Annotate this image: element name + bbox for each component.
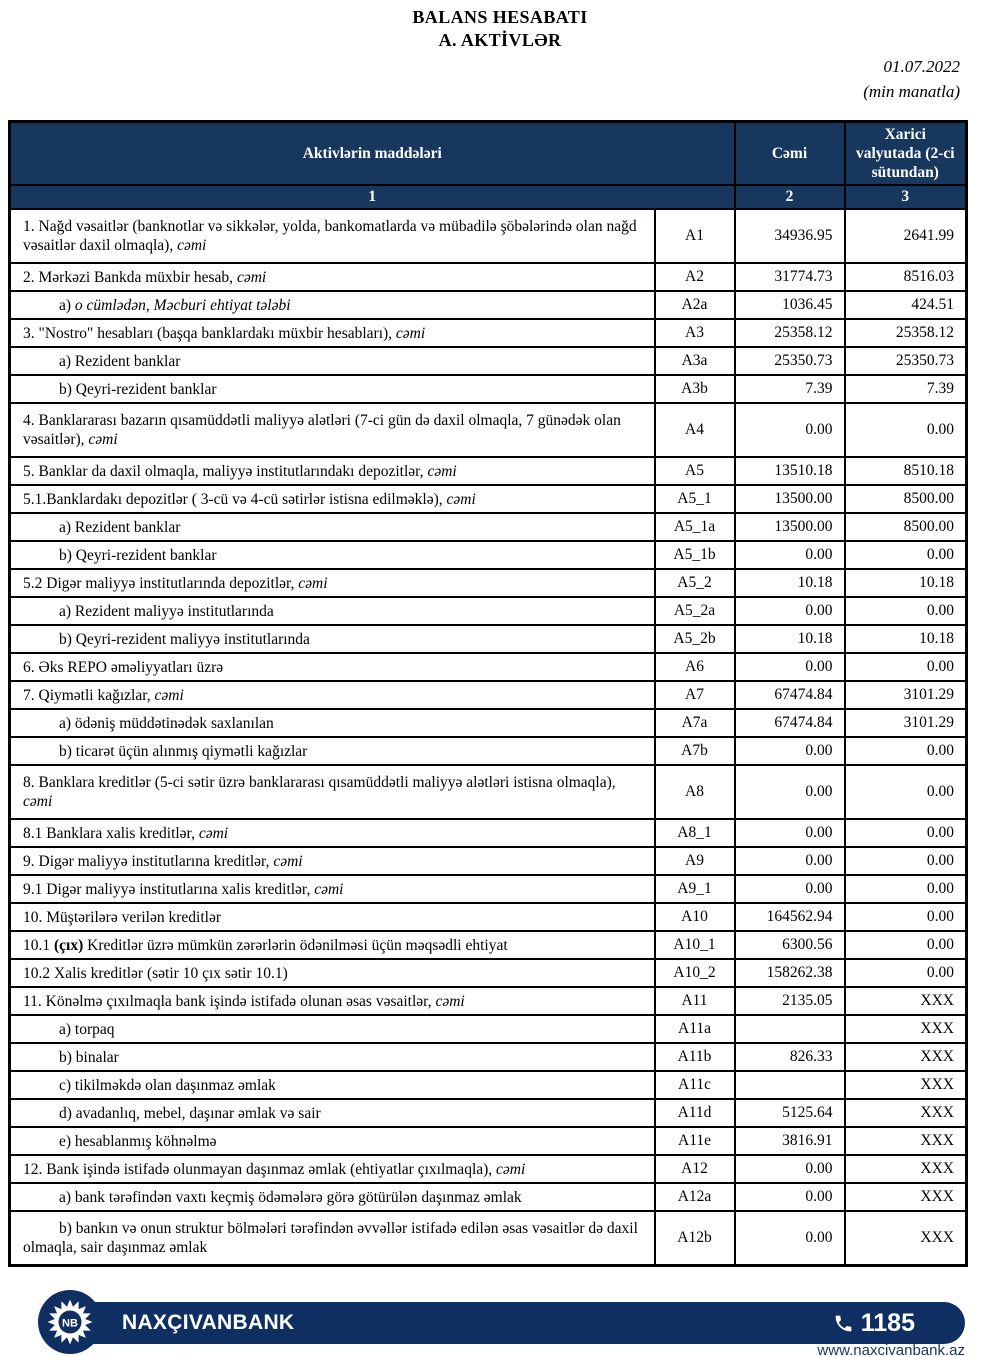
row-code: A2a	[655, 291, 735, 319]
row-foreign-currency-value: 0.00	[845, 847, 967, 875]
row-code: A7	[655, 681, 735, 709]
report-subtitle: A. AKTİVLƏR	[438, 30, 562, 50]
row-foreign-currency-value: 0.00	[845, 541, 967, 569]
row-foreign-currency-value: 10.18	[845, 569, 967, 597]
row-item-label: 8. Banklara kreditlər (5-ci sətir üzrə banklararası qısamüddətli maliyyə alətləri istisna olmaqla), cəmi	[10, 765, 655, 819]
row-total-value: 3816.91	[735, 1127, 845, 1155]
footer-bar	[58, 1302, 965, 1344]
row-code: A9	[655, 847, 735, 875]
row-total-value: 67474.84	[735, 681, 845, 709]
table-row	[10, 1211, 967, 1265]
row-item-label: b) Qeyri-rezident maliyyə institutlarında	[10, 625, 655, 653]
row-item-label: a) ödəniş müddətinədək saxlanılan	[10, 709, 655, 737]
row-code: A11e	[655, 1127, 735, 1155]
column-header-total: Cəmi	[735, 122, 845, 186]
row-code: A4	[655, 403, 735, 457]
row-code: A5_2	[655, 569, 735, 597]
row-item-label: 9.1 Digər maliyyə institutlarına xalis kreditlər, cəmi	[10, 875, 655, 903]
column-number-1: 1	[10, 185, 735, 209]
row-item-label: b) ticarət üçün alınmış qiymətli kağızlar	[10, 737, 655, 765]
row-total-value: 0.00	[735, 819, 845, 847]
row-total-value: 13510.18	[735, 457, 845, 485]
report-title: BALANS HESABATI	[412, 7, 588, 27]
row-item-label: a) Rezident banklar	[10, 513, 655, 541]
row-foreign-currency-value: 0.00	[845, 903, 967, 931]
row-item-label: 5. Banklar da daxil olmaqla, maliyyə institutlarındakı depozitlər, cəmi	[10, 457, 655, 485]
row-foreign-currency-value: 25350.73	[845, 347, 967, 375]
row-foreign-currency-value: XXX	[845, 1043, 967, 1071]
row-item-label: 11. Könəlmə çıxılmaqla bank işində istifadə olunan əsas vəsaitlər, cəmi	[10, 987, 655, 1015]
row-item-label: b) binalar	[10, 1043, 655, 1071]
row-item-label: 1. Nağd vəsaitlər (banknotlar və sikkələr, yolda, bankomatlarda və mübadilə şöbələrində olan nağd vəsaitlər daxil olmaqla), cəmi	[10, 209, 655, 263]
table-row	[10, 653, 967, 681]
row-total-value: 0.00	[735, 737, 845, 765]
phone-icon	[833, 1313, 854, 1334]
row-total-value: 34936.95	[735, 209, 845, 263]
row-total-value: 2135.05	[735, 987, 845, 1015]
table-row	[10, 291, 967, 319]
row-total-value: 0.00	[735, 653, 845, 681]
table-row	[10, 541, 967, 569]
phone-contact	[833, 1302, 915, 1344]
table-row	[10, 263, 967, 291]
table-row	[10, 1071, 967, 1099]
row-item-label: 10.2 Xalis kreditlər (sətir 10 çıx sətir 10.1)	[10, 959, 655, 987]
column-header-items: Aktivlərin maddələri	[10, 122, 735, 186]
row-foreign-currency-value: 0.00	[845, 653, 967, 681]
assets-table	[8, 120, 968, 1267]
row-total-value	[735, 1071, 845, 1099]
phone-number: 1185	[860, 1308, 915, 1337]
brand-name-bold: BANK	[232, 1311, 295, 1334]
row-total-value: 13500.00	[735, 513, 845, 541]
table-row	[10, 681, 967, 709]
row-item-label: 2. Mərkəzi Bankda müxbir hesab, cəmi	[10, 263, 655, 291]
row-item-label: 12. Bank işində istifadə olunmayan daşınmaz əmlak (ehtiyatlar çıxılmaqla), cəmi	[10, 1155, 655, 1183]
assets-table-head	[10, 122, 967, 210]
row-code: A10	[655, 903, 735, 931]
row-total-value: 0.00	[735, 1155, 845, 1183]
row-item-label: b) Qeyri-rezident banklar	[10, 541, 655, 569]
table-row	[10, 959, 967, 987]
column-number-2: 2	[735, 185, 845, 209]
row-foreign-currency-value: 7.39	[845, 375, 967, 403]
row-foreign-currency-value: 0.00	[845, 737, 967, 765]
row-code: A9_1	[655, 875, 735, 903]
row-foreign-currency-value: 0.00	[845, 765, 967, 819]
row-code: A12a	[655, 1183, 735, 1211]
title-block	[0, 6, 1000, 52]
row-code: A10_2	[655, 959, 735, 987]
row-foreign-currency-value: XXX	[845, 987, 967, 1015]
row-item-label: 5.1.Banklardakı depozitlər ( 3-cü və 4-cü sətirlər istisna edilməklə), cəmi	[10, 485, 655, 513]
row-total-value: 31774.73	[735, 263, 845, 291]
row-foreign-currency-value: XXX	[845, 1127, 967, 1155]
row-total-value: 158262.38	[735, 959, 845, 987]
row-total-value: 0.00	[735, 403, 845, 457]
row-total-value: 7.39	[735, 375, 845, 403]
row-code: A3b	[655, 375, 735, 403]
row-total-value: 0.00	[735, 847, 845, 875]
row-foreign-currency-value: XXX	[845, 1155, 967, 1183]
table-row	[10, 375, 967, 403]
row-total-value: 10.18	[735, 625, 845, 653]
row-item-label: 4. Banklararası bazarın qısamüddətli maliyyə alətləri (7-ci gün də daxil olmaqla, 7 günədək olan vəsaitlər), cəmi	[10, 403, 655, 457]
row-code: A7a	[655, 709, 735, 737]
row-foreign-currency-value: 0.00	[845, 597, 967, 625]
row-total-value: 0.00	[735, 1211, 845, 1265]
table-header-row	[10, 122, 967, 186]
row-item-label: a) Rezident banklar	[10, 347, 655, 375]
row-item-label: a) o cümlədən, Məcburi ehtiyat tələbi	[10, 291, 655, 319]
row-code: A6	[655, 653, 735, 681]
row-total-value: 0.00	[735, 541, 845, 569]
row-foreign-currency-value: 3101.29	[845, 681, 967, 709]
row-code: A5_2a	[655, 597, 735, 625]
row-code: A7b	[655, 737, 735, 765]
table-row	[10, 403, 967, 457]
row-foreign-currency-value: 10.18	[845, 625, 967, 653]
table-row	[10, 457, 967, 485]
table-row	[10, 709, 967, 737]
row-code: A8_1	[655, 819, 735, 847]
table-row	[10, 1099, 967, 1127]
row-total-value: 5125.64	[735, 1099, 845, 1127]
row-total-value: 0.00	[735, 765, 845, 819]
row-code: A2	[655, 263, 735, 291]
row-foreign-currency-value: 0.00	[845, 931, 967, 959]
column-header-foreign-currency: Xarici valyutada (2-ci sütundan)	[845, 122, 967, 186]
table-row	[10, 347, 967, 375]
row-foreign-currency-value: XXX	[845, 1099, 967, 1127]
row-item-label: 7. Qiymətli kağızlar, cəmi	[10, 681, 655, 709]
row-code: A12b	[655, 1211, 735, 1265]
table-row	[10, 1183, 967, 1211]
row-item-label: 10.1 (çıx) Kreditlər üzrə mümkün zərərlərin ödənilməsi üçün məqsədli ehtiyat	[10, 931, 655, 959]
table-row	[10, 569, 967, 597]
table-row	[10, 485, 967, 513]
row-code: A5	[655, 457, 735, 485]
row-foreign-currency-value: XXX	[845, 1071, 967, 1099]
row-total-value: 13500.00	[735, 485, 845, 513]
row-total-value: 826.33	[735, 1043, 845, 1071]
row-foreign-currency-value: 0.00	[845, 819, 967, 847]
table-row	[10, 625, 967, 653]
row-foreign-currency-value: 2641.99	[845, 209, 967, 263]
row-item-label: e) hesablanmış köhnəlmə	[10, 1127, 655, 1155]
row-total-value: 6300.56	[735, 931, 845, 959]
bank-logo	[38, 1290, 102, 1354]
row-item-label: c) tikilməkdə olan daşınmaz əmlak	[10, 1071, 655, 1099]
table-row	[10, 931, 967, 959]
row-item-label: b) Qeyri-rezident banklar	[10, 375, 655, 403]
table-row	[10, 1155, 967, 1183]
row-item-label: a) Rezident maliyyə institutlarında	[10, 597, 655, 625]
table-row	[10, 1015, 967, 1043]
row-item-label: a) torpaq	[10, 1015, 655, 1043]
brand-name-regular: NAXÇIVAN	[122, 1311, 233, 1334]
row-foreign-currency-value: 3101.29	[845, 709, 967, 737]
row-foreign-currency-value: XXX	[845, 1183, 967, 1211]
row-foreign-currency-value: 0.00	[845, 875, 967, 903]
row-foreign-currency-value: 25358.12	[845, 319, 967, 347]
row-total-value: 0.00	[735, 875, 845, 903]
row-code: A11c	[655, 1071, 735, 1099]
row-code: A3	[655, 319, 735, 347]
row-item-label: 8.1 Banklara xalis kreditlər, cəmi	[10, 819, 655, 847]
row-code: A12	[655, 1155, 735, 1183]
row-item-label: a) bank tərəfindən vaxtı keçmiş ödəmələrə görə götürülən daşınmaz əmlak	[10, 1183, 655, 1211]
table-row	[10, 847, 967, 875]
report-date: 01.07.2022	[883, 57, 960, 76]
row-total-value	[735, 1015, 845, 1043]
column-number-row	[10, 185, 967, 209]
row-foreign-currency-value: 8500.00	[845, 485, 967, 513]
row-item-label: 9. Digər maliyyə institutlarına kreditlər, cəmi	[10, 847, 655, 875]
row-code: A11a	[655, 1015, 735, 1043]
table-row	[10, 987, 967, 1015]
row-foreign-currency-value: XXX	[845, 1015, 967, 1043]
table-row	[10, 875, 967, 903]
date-block	[863, 54, 960, 104]
table-row	[10, 903, 967, 931]
row-total-value: 25350.73	[735, 347, 845, 375]
row-foreign-currency-value: XXX	[845, 1211, 967, 1265]
row-total-value: 0.00	[735, 1183, 845, 1211]
row-code: A5_1	[655, 485, 735, 513]
row-code: A11b	[655, 1043, 735, 1071]
row-code: A8	[655, 765, 735, 819]
table-row	[10, 737, 967, 765]
row-code: A11	[655, 987, 735, 1015]
row-total-value: 67474.84	[735, 709, 845, 737]
row-foreign-currency-value: 8510.18	[845, 457, 967, 485]
row-item-label: 3. "Nostro" hesabları (başqa banklardakı müxbir hesabları), cəmi	[10, 319, 655, 347]
row-code: A3a	[655, 347, 735, 375]
row-foreign-currency-value: 8516.03	[845, 263, 967, 291]
column-number-3: 3	[845, 185, 967, 209]
row-item-label: 5.2 Digər maliyyə institutlarında depozitlər, cəmi	[10, 569, 655, 597]
table-row	[10, 1127, 967, 1155]
row-code: A11d	[655, 1099, 735, 1127]
row-foreign-currency-value: 0.00	[845, 959, 967, 987]
logo-monogram: NB	[62, 1317, 78, 1330]
table-row	[10, 209, 967, 263]
assets-table-body	[10, 209, 967, 1265]
row-code: A5_1a	[655, 513, 735, 541]
row-code: A10_1	[655, 931, 735, 959]
bank-logo-emblem	[38, 1290, 102, 1354]
row-total-value: 25358.12	[735, 319, 845, 347]
row-item-label: b) bankın və onun struktur bölmələri tərəfindən əvvəllər istifadə edilən əsas vəsaitlər də daxil olmaqla, sair daşınmaz əmlak	[10, 1211, 655, 1265]
row-total-value: 164562.94	[735, 903, 845, 931]
table-row	[10, 819, 967, 847]
row-code: A5_1b	[655, 541, 735, 569]
row-item-label: 10. Müştərilərə verilən kreditlər	[10, 903, 655, 931]
table-row	[10, 1043, 967, 1071]
row-code: A5_2b	[655, 625, 735, 653]
row-code: A1	[655, 209, 735, 263]
table-row	[10, 597, 967, 625]
website-url: www.naxcivanbank.az	[817, 1342, 965, 1357]
row-foreign-currency-value: 8500.00	[845, 513, 967, 541]
row-foreign-currency-value: 424.51	[845, 291, 967, 319]
row-item-label: 6. Əks REPO əməliyyatları üzrə	[10, 653, 655, 681]
bank-brand-name	[122, 1302, 294, 1344]
row-total-value: 0.00	[735, 597, 845, 625]
row-foreign-currency-value: 0.00	[845, 403, 967, 457]
row-total-value: 1036.45	[735, 291, 845, 319]
row-item-label: d) avadanlıq, mebel, daşınar əmlak və sair	[10, 1099, 655, 1127]
table-row	[10, 765, 967, 819]
report-unit-note: (min manatla)	[863, 82, 960, 101]
table-row	[10, 319, 967, 347]
row-total-value: 10.18	[735, 569, 845, 597]
table-row	[10, 513, 967, 541]
